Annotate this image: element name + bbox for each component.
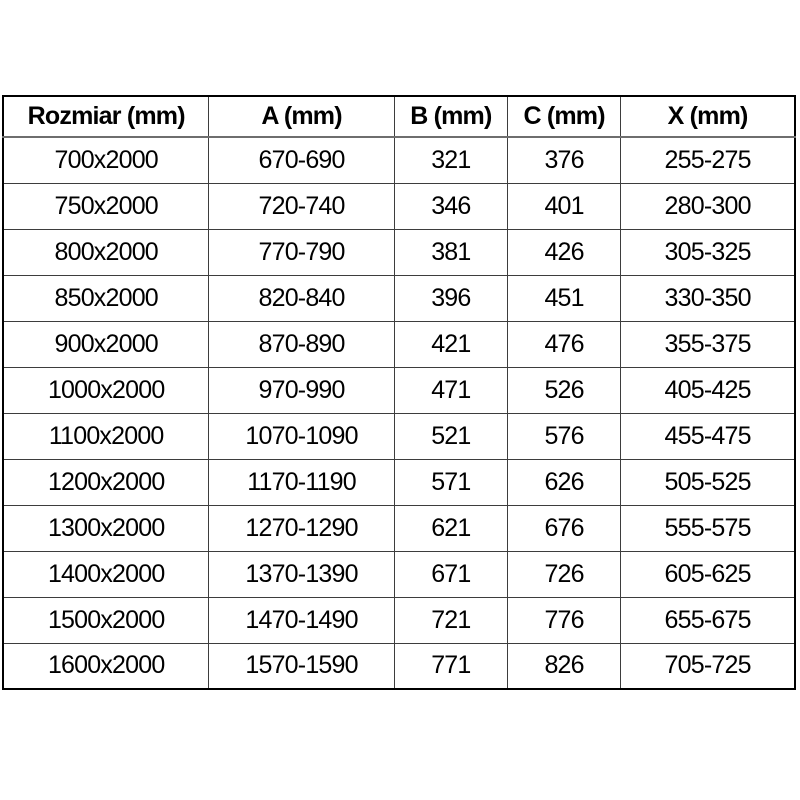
table-row	[3, 459, 795, 505]
cell-a: 1170-1190	[209, 459, 394, 505]
cell-x: 455-475	[621, 413, 795, 459]
cell-b: 381	[394, 229, 507, 275]
cell-a: 1370-1390	[209, 551, 394, 597]
cell-rozmiar: 1100x2000	[3, 413, 209, 459]
table-row	[3, 137, 795, 183]
cell-a: 770-790	[209, 229, 394, 275]
cell-b: 571	[394, 459, 507, 505]
size-table-container	[2, 95, 796, 690]
column-header-x: X (mm)	[621, 96, 795, 137]
table-row	[3, 413, 795, 459]
cell-x: 405-425	[621, 367, 795, 413]
cell-c: 676	[507, 505, 620, 551]
cell-x: 330-350	[621, 275, 795, 321]
cell-c: 626	[507, 459, 620, 505]
cell-c: 826	[507, 643, 620, 689]
table-row	[3, 367, 795, 413]
cell-b: 346	[394, 183, 507, 229]
cell-b: 621	[394, 505, 507, 551]
column-header-c: C (mm)	[507, 96, 620, 137]
cell-x: 705-725	[621, 643, 795, 689]
size-table	[2, 95, 796, 690]
cell-c: 776	[507, 597, 620, 643]
cell-c: 726	[507, 551, 620, 597]
cell-b: 721	[394, 597, 507, 643]
cell-c: 476	[507, 321, 620, 367]
table-row	[3, 643, 795, 689]
cell-x: 505-525	[621, 459, 795, 505]
cell-rozmiar: 1000x2000	[3, 367, 209, 413]
table-row	[3, 183, 795, 229]
table-row	[3, 551, 795, 597]
cell-rozmiar: 700x2000	[3, 137, 209, 183]
table-row	[3, 275, 795, 321]
cell-c: 451	[507, 275, 620, 321]
cell-rozmiar: 1600x2000	[3, 643, 209, 689]
column-header-b: B (mm)	[394, 96, 507, 137]
cell-a: 1570-1590	[209, 643, 394, 689]
cell-c: 526	[507, 367, 620, 413]
cell-b: 771	[394, 643, 507, 689]
cell-x: 655-675	[621, 597, 795, 643]
cell-b: 521	[394, 413, 507, 459]
cell-a: 870-890	[209, 321, 394, 367]
cell-b: 421	[394, 321, 507, 367]
cell-rozmiar: 1300x2000	[3, 505, 209, 551]
cell-a: 970-990	[209, 367, 394, 413]
cell-b: 396	[394, 275, 507, 321]
cell-a: 1070-1090	[209, 413, 394, 459]
cell-rozmiar: 1200x2000	[3, 459, 209, 505]
cell-a: 1470-1490	[209, 597, 394, 643]
column-header-rozmiar: Rozmiar (mm)	[3, 96, 209, 137]
cell-rozmiar: 850x2000	[3, 275, 209, 321]
column-header-a: A (mm)	[209, 96, 394, 137]
cell-b: 321	[394, 137, 507, 183]
cell-x: 355-375	[621, 321, 795, 367]
cell-b: 671	[394, 551, 507, 597]
cell-c: 576	[507, 413, 620, 459]
cell-rozmiar: 900x2000	[3, 321, 209, 367]
table-row	[3, 505, 795, 551]
cell-x: 555-575	[621, 505, 795, 551]
cell-a: 670-690	[209, 137, 394, 183]
cell-a: 720-740	[209, 183, 394, 229]
cell-rozmiar: 750x2000	[3, 183, 209, 229]
cell-x: 280-300	[621, 183, 795, 229]
cell-a: 1270-1290	[209, 505, 394, 551]
table-row	[3, 229, 795, 275]
table-row	[3, 597, 795, 643]
cell-x: 605-625	[621, 551, 795, 597]
cell-x: 255-275	[621, 137, 795, 183]
cell-c: 401	[507, 183, 620, 229]
cell-a: 820-840	[209, 275, 394, 321]
cell-rozmiar: 1400x2000	[3, 551, 209, 597]
cell-x: 305-325	[621, 229, 795, 275]
cell-c: 426	[507, 229, 620, 275]
cell-rozmiar: 800x2000	[3, 229, 209, 275]
table-row	[3, 321, 795, 367]
cell-rozmiar: 1500x2000	[3, 597, 209, 643]
header-row	[3, 96, 795, 137]
cell-b: 471	[394, 367, 507, 413]
cell-c: 376	[507, 137, 620, 183]
